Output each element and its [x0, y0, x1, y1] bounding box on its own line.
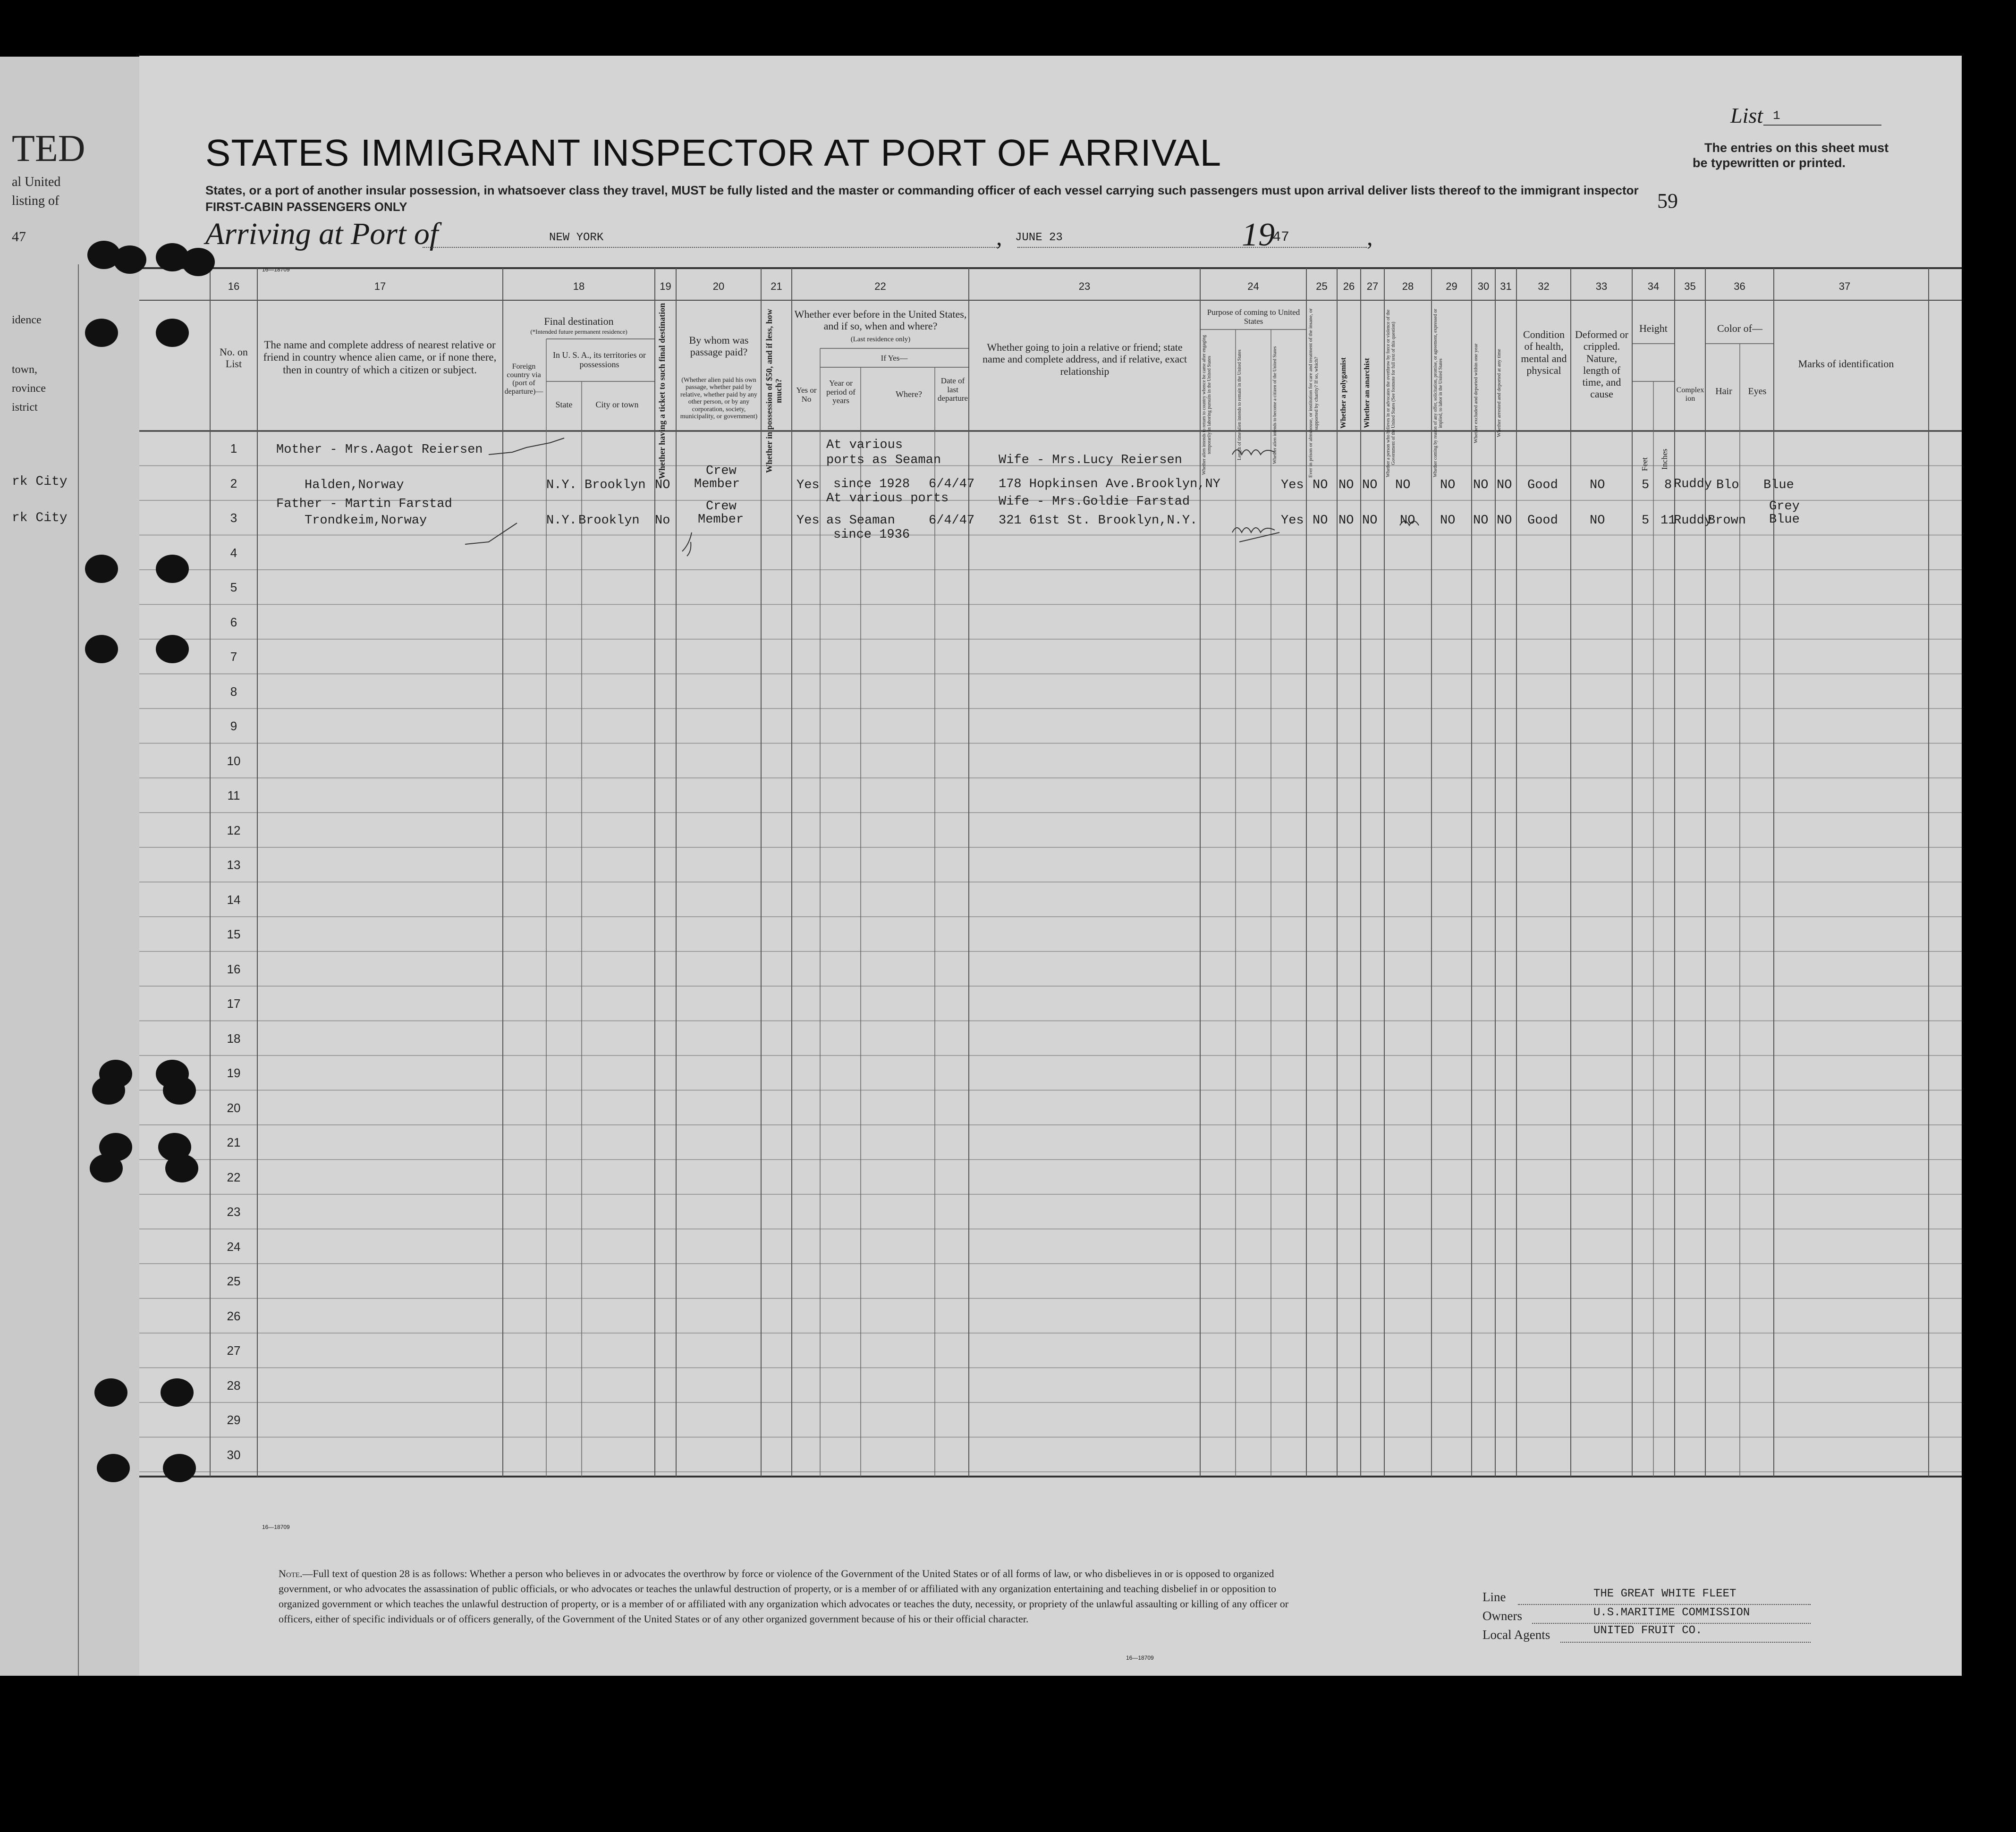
header-excluded: Whether excluded and deported within one year	[1473, 343, 1479, 443]
row2-citizen: Yes	[1281, 514, 1304, 528]
row-number: 29	[227, 1413, 241, 1427]
col-num-26: 26	[1343, 280, 1355, 292]
row-number: 13	[227, 858, 241, 872]
header-join-relative: Whether going to join a relative or friend; state name and complete address, and if relative, exact relationship	[982, 341, 1187, 377]
row1-health: Good	[1527, 478, 1558, 492]
col-num-22: 22	[874, 280, 886, 292]
header-year-period: Year or period of years	[826, 379, 856, 405]
port-value: NEW YORK	[549, 231, 604, 244]
header-final-destination-sub: (*Intended future permanent residence)	[530, 328, 627, 335]
row2-last-departure: 6/4/47	[929, 514, 975, 528]
header-purpose-return: Whether alien intends to return to country whence he came after engaging temporarily in laboring pursuits in the United States	[1202, 335, 1212, 475]
header-anarchist: Whether an anarchist	[1363, 358, 1371, 429]
punch-hole	[156, 555, 189, 583]
row2-join-1: Wife - Mrs.Goldie Farstad	[999, 495, 1190, 509]
header-final-destination: Final destination	[544, 315, 614, 327]
header-height: Height	[1639, 322, 1668, 334]
row2-before: Yes	[796, 514, 820, 528]
row1-complexion: Ruddy	[1674, 477, 1712, 491]
row2-relative-line2: Trondkeim,Norway	[305, 514, 427, 528]
row2-period-1: At various ports	[826, 491, 949, 506]
agents-value: UNITED FRUIT CO.	[1593, 1624, 1703, 1637]
row-number: 28	[227, 1378, 241, 1393]
header-inches: Inches	[1660, 448, 1669, 470]
header-hair: Hair	[1715, 386, 1732, 397]
left-fragment-text: rovince	[12, 382, 46, 395]
year-prefix: 19	[1242, 217, 1275, 253]
row1-paid-1: Crew	[706, 464, 737, 478]
punch-hole	[85, 635, 118, 663]
punch-hole	[163, 1454, 196, 1482]
row2-overthrow: NO	[1400, 514, 1415, 528]
header-overthrow: Whether a person who believes in or advocates the overthrow by force or violence of the Government of the United States (See footnote for full text of this question)	[1386, 309, 1396, 477]
header-purpose-length: Length of time alien intends to remain in the United States	[1237, 349, 1242, 461]
row2-eyes-2: Blue	[1769, 513, 1800, 527]
row2-anarchist: NO	[1362, 514, 1378, 528]
row-number: 16	[227, 962, 241, 976]
row-number: 1	[230, 441, 237, 456]
row1-polygamist: NO	[1338, 478, 1354, 492]
header-no-on-list: No. on List	[220, 346, 248, 370]
row1-anarchist: NO	[1362, 478, 1378, 492]
footnote-text: —Full text of question 28 is as follows: Whether a person who believes in or advocates the overthrow by force or violence of the Government of the United States or of all forms of law, or who disbelieves in or is opposed to organized government, or who advocates the assassination of public officials, or who advocates or teaches the unlawful destruction of property, or is a member of or affiliated with any organization entertaining and teaching disbelief in or opposition to organized government or which teaches the unlawful destruction of property, or is a member of or affiliated with any organization which advocates or teaches the duty, necessity, or propriety of the unlawful assaulting or killing of any officer or officers, either of specific individuals or of officers generally, of the Government of the United States or of any other organized government because of his or their official character.	[279, 1568, 1289, 1625]
col-num-29: 29	[1446, 280, 1457, 292]
page-title: STATES IMMIGRANT INSPECTOR AT PORT OF ARRIVAL	[205, 132, 1222, 174]
list-number: 1	[1773, 109, 1780, 123]
row1-last-departure: 6/4/47	[929, 477, 975, 491]
punch-hole	[182, 248, 215, 276]
comma: ,	[996, 224, 1002, 250]
row-number: 24	[227, 1239, 241, 1254]
col-num-24: 24	[1247, 280, 1259, 292]
header-marks: Marks of identification	[1798, 358, 1894, 370]
row2-polygamist: NO	[1338, 514, 1354, 528]
row1-inches: 8	[1664, 478, 1672, 492]
punch-hole	[156, 635, 189, 663]
row2-paid-1: Crew	[706, 499, 737, 514]
row-number: 3	[230, 511, 237, 525]
row2-inches: 11	[1660, 514, 1676, 528]
first-cabin-label: FIRST-CABIN PASSENGERS ONLY	[205, 200, 407, 214]
row1-period-1: At various	[826, 438, 903, 452]
pen-mark	[1232, 528, 1275, 532]
row-number: 8	[230, 684, 237, 699]
col-num-16: 16	[228, 280, 240, 292]
row-number: 30	[227, 1447, 241, 1462]
pen-mark	[465, 523, 517, 544]
col-num-27: 27	[1366, 280, 1379, 292]
row2-complexion: Ruddy	[1674, 514, 1712, 528]
left-fragment-text: rk City	[12, 474, 68, 489]
left-fragment-text: idence	[12, 314, 42, 326]
footnote-label: Note.	[279, 1568, 303, 1579]
row-number: 7	[230, 650, 237, 664]
header-eyes: Eyes	[1748, 386, 1767, 397]
left-fragment-text: town,	[12, 363, 37, 376]
header-foreign-country: Foreign country via (port of departure)—	[504, 363, 543, 396]
arriving-label: Arriving at Port of	[205, 217, 439, 251]
punch-hole	[94, 1378, 127, 1407]
row1-contract: NO	[1440, 478, 1456, 492]
owners-underline	[1532, 1623, 1811, 1624]
row2-contract: NO	[1440, 514, 1456, 528]
left-fragment-text: rk City	[12, 511, 68, 525]
header-deformed: Deformed or crippled. Nature, length of time, and cause	[1575, 329, 1628, 400]
header-feet: Feet	[1640, 457, 1649, 471]
row2-excluded: NO	[1473, 514, 1489, 528]
form-code: 16—18709	[262, 266, 290, 273]
row1-period-2: ports as Seaman	[826, 453, 941, 467]
row1-prison: NO	[1313, 478, 1328, 492]
header-ticket: Whether having a ticket to such final destination	[657, 303, 667, 479]
row1-join-1: Wife - Mrs.Lucy Reiersen	[999, 453, 1182, 467]
pen-mark	[1239, 532, 1279, 542]
row2-state: N.Y.	[546, 514, 577, 528]
row1-hair: Blo	[1716, 478, 1739, 492]
row2-period-3: since 1936	[833, 528, 910, 542]
col-num-34: 34	[1647, 280, 1660, 292]
col-num-36: 36	[1734, 280, 1745, 292]
left-fragment-text: 47	[12, 229, 26, 245]
agents-underline	[1560, 1642, 1811, 1643]
row1-paid-2: Member	[694, 477, 740, 491]
row1-join-2: 178 Hopkinsen Ave.Brooklyn,NY	[999, 477, 1220, 491]
row-number: 2	[230, 476, 237, 490]
list-note-1: The entries on this sheet must	[1704, 141, 1889, 155]
header-ever-before-sub: (Last residence only)	[850, 336, 911, 343]
header-prison: Ever in prison or almshouse, or institution for care and treatment of the insane, or supported by charity? If so, which?	[1308, 308, 1320, 478]
row-number: 5	[230, 580, 237, 594]
left-fragment-text: listing of	[12, 194, 59, 208]
header-polygamist: Whether a polygamist	[1339, 357, 1347, 429]
manifest-sheet	[139, 56, 1962, 1676]
header-usa: In U. S. A., its territories or possessions	[553, 350, 646, 369]
col-num-21: 21	[771, 280, 782, 292]
punch-hole	[161, 1378, 194, 1407]
header-purpose: Purpose of coming to United States	[1207, 308, 1300, 326]
footnote	[279, 1566, 1308, 1627]
left-fragment-text: al United	[12, 175, 61, 189]
punch-hole	[113, 245, 146, 274]
row2-hair: Brown	[1708, 514, 1746, 528]
row-number: 22	[227, 1170, 241, 1184]
left-page-rule	[78, 264, 79, 1676]
header-fifty-dollars: Whether in possession of $50, and if less, how much?	[764, 309, 783, 473]
header-yes-no: Yes or No	[796, 386, 817, 404]
row1-deformed: NO	[1590, 478, 1605, 492]
row1-state: N.Y.	[546, 478, 577, 492]
row2-health: Good	[1527, 514, 1558, 528]
col-num-31: 31	[1500, 280, 1512, 292]
punch-hole	[165, 1154, 198, 1182]
col-num-23: 23	[1078, 280, 1091, 292]
punch-hole	[90, 1154, 123, 1182]
date-value: JUNE 23	[1015, 231, 1063, 244]
owners-value: U.S.MARITIME COMMISSION	[1593, 1606, 1750, 1619]
comma: ,	[1367, 224, 1373, 250]
header-passage-paid-sub: (Whether alien paid his own passage, whether paid by relative, whether paid by any other person, or by any corporation, society, municipality, or government)	[680, 377, 758, 420]
row-number: 21	[227, 1135, 241, 1149]
sheet-number: 59	[1657, 189, 1678, 212]
row-number: 18	[227, 1031, 241, 1046]
row1-citizen: Yes	[1281, 478, 1304, 492]
row-number: 14	[227, 892, 241, 907]
col-num-28: 28	[1402, 280, 1414, 292]
col-num-20: 20	[712, 280, 725, 292]
row2-paid-2: Member	[698, 513, 744, 527]
row1-deported: NO	[1497, 478, 1512, 492]
row-number: 10	[227, 753, 241, 768]
left-fragment-text: istrict	[12, 401, 38, 414]
left-fragment-title: TED	[12, 128, 85, 169]
punch-hole	[163, 1076, 196, 1105]
row1-before: Yes	[796, 478, 820, 492]
table-grid	[139, 56, 1962, 1676]
col-num-19: 19	[660, 280, 671, 292]
left-page-fragment	[0, 57, 142, 1676]
row-number: 20	[227, 1100, 241, 1115]
punch-hole	[97, 1454, 130, 1482]
header-color-of: Color of—	[1717, 322, 1762, 334]
line-label: Line	[1482, 1590, 1506, 1604]
page-subtitle: States, or a port of another insular possession, in whatsoever class they travel, MUST be fully listed and the master or commanding officer of each vessel carrying such passengers must upon arrival deliver lists thereof to the immigrant inspector	[205, 183, 1639, 197]
row2-deformed: NO	[1590, 514, 1605, 528]
row2-period-2: as Seaman	[826, 514, 895, 528]
header-ever-before: Whether ever before in the United States, and if so, when and where?	[794, 308, 967, 332]
row-number: 19	[227, 1066, 241, 1080]
col-num-18: 18	[573, 280, 585, 292]
header-city: City or town	[595, 400, 639, 409]
punch-hole	[92, 1076, 125, 1105]
row2-ticket: No	[655, 514, 670, 528]
row-number: 15	[227, 927, 241, 941]
agents-label: Local Agents	[1482, 1628, 1550, 1642]
col-num-30: 30	[1477, 280, 1490, 292]
list-note-2: be typewritten or printed.	[1693, 156, 1846, 170]
line-value: THE GREAT WHITE FLEET	[1593, 1587, 1736, 1600]
pen-mark	[682, 532, 692, 556]
footnote-form-code: 16—18709	[1126, 1655, 1154, 1661]
col-num-37: 37	[1838, 280, 1851, 292]
col-num-25: 25	[1316, 280, 1328, 292]
owners-label: Owners	[1482, 1609, 1522, 1623]
row1-eyes: Blue	[1763, 478, 1794, 492]
punch-hole	[85, 555, 118, 583]
row1-excluded: NO	[1473, 478, 1489, 492]
header-deported: Whether arrested and deported at any time	[1496, 349, 1502, 438]
col-num-33: 33	[1595, 280, 1608, 292]
row2-feet: 5	[1642, 514, 1650, 528]
row1-overthrow: NO	[1395, 478, 1411, 492]
row-number: 27	[227, 1343, 241, 1358]
list-label: List	[1730, 103, 1763, 127]
row-number: 25	[227, 1274, 241, 1288]
line-underline	[1518, 1604, 1811, 1605]
row1-period-3: since 1928	[833, 477, 910, 491]
row-number: 17	[227, 996, 241, 1011]
form-code-bottom: 16—18709	[262, 1524, 290, 1530]
punch-hole	[156, 319, 189, 347]
row-number: 23	[227, 1205, 241, 1219]
row-number: 6	[230, 615, 237, 629]
header-purpose-citizen: Whether alien intends to become a citizen of the United States	[1272, 346, 1278, 464]
col-num-17: 17	[374, 280, 386, 292]
row-number: 11	[227, 788, 240, 802]
col-num-35: 35	[1684, 280, 1696, 292]
col-num-32: 32	[1538, 280, 1550, 292]
header-complexion: Complexion	[1676, 386, 1704, 403]
row-number: 12	[227, 823, 241, 837]
row2-prison: NO	[1313, 514, 1328, 528]
row2-city: Brooklyn	[578, 514, 640, 528]
header-passage-paid: By whom was passage paid?	[689, 334, 749, 358]
row1-feet: 5	[1642, 478, 1650, 492]
row2-relative-line1: Father - Martin Farstad	[276, 497, 452, 511]
row1-ticket: NO	[655, 478, 670, 492]
header-contract-labor: Whether coming by reason of any offer, solicitation, promise, or agreement, expressed or implied, to labor in the United States	[1433, 309, 1443, 478]
row2-join-2: 321 61st St. Brooklyn,N.Y.	[999, 514, 1198, 528]
row-number: 4	[230, 545, 237, 560]
header-nearest-relative: The name and complete address of nearest relative or friend in country whence alien came, or if none there, then in country of which a citizen or subject.	[263, 339, 497, 376]
header-where: Where?	[896, 389, 922, 399]
punch-hole	[85, 319, 118, 347]
row2-eyes-1: Grey	[1769, 499, 1800, 514]
year-suffix: 47	[1272, 229, 1290, 245]
header-health: Condition of health, mental and physical	[1521, 329, 1567, 376]
row-number: 9	[230, 719, 237, 733]
pen-mark	[489, 438, 564, 455]
row1-relative-line2: Halden,Norway	[305, 478, 404, 492]
row1-city: Brooklyn	[584, 478, 646, 492]
row-number: 26	[227, 1309, 241, 1323]
header-if-yes: If Yes—	[881, 354, 908, 363]
row2-deported: NO	[1497, 514, 1512, 528]
row1-relative-line1: Mother - Mrs.Aagot Reiersen	[276, 443, 483, 457]
header-state: State	[555, 400, 573, 409]
header-last-departure: Date of last departure	[937, 376, 968, 403]
